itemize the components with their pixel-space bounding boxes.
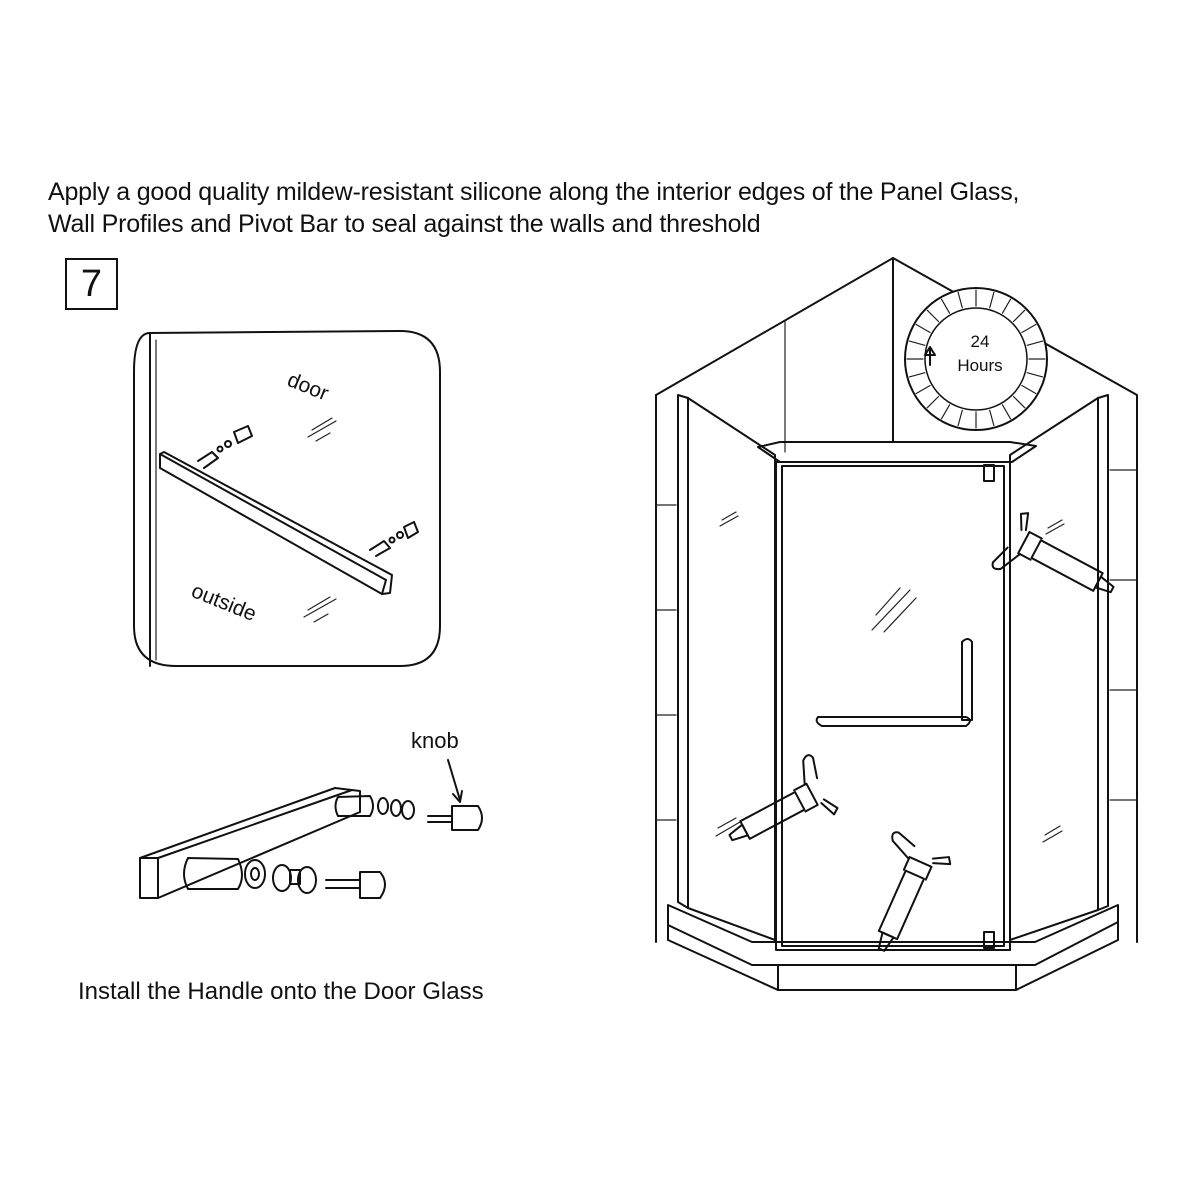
handle-assembly-exploded-view: [140, 728, 482, 898]
clock-timer-icon: [905, 288, 1047, 430]
outside-label: outside: [188, 579, 260, 627]
timer-unit: Hours: [957, 356, 1003, 375]
install-handle-caption: Install the Handle onto the Door Glass: [78, 978, 484, 1005]
shower-enclosure-illustration: [656, 258, 1137, 990]
handle-bar: [160, 426, 418, 594]
door-label: door: [284, 368, 332, 406]
glass-reflection-marks: [304, 418, 336, 622]
instruction-line-2: Wall Profiles and Pivot Bar to seal against the walls and threshold: [48, 210, 761, 238]
handle-detail-callout: [134, 331, 440, 666]
knob-label: knob: [411, 728, 459, 753]
caulk-gun-icon: [714, 754, 841, 863]
timer-value: 24: [970, 332, 990, 351]
step-number-badge: 7: [65, 258, 118, 310]
instruction-line-1: Apply a good quality mildew-resistant silicone along the interior edges of the Panel Glass,: [48, 178, 1020, 206]
